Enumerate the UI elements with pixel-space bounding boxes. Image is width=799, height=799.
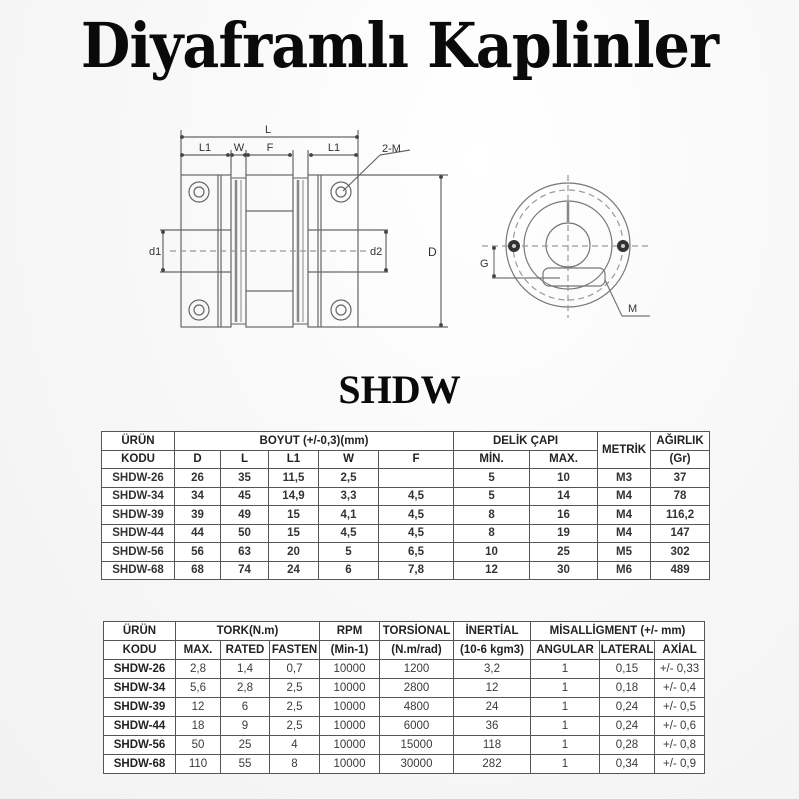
dim-W-label: W — [233, 142, 245, 154]
value-cell: 49 — [221, 506, 269, 525]
product-code-cell: SHDW-44 — [104, 717, 176, 736]
side-view — [160, 130, 448, 327]
value-cell: 34 — [175, 487, 221, 506]
value-cell: 19 — [530, 524, 598, 543]
value-cell: 11,5 — [269, 469, 319, 488]
dimensions-table — [101, 431, 710, 580]
value-cell: 1200 — [380, 660, 454, 679]
header-misalignment-group: MİSALLİGMENT (+/- mm) — [531, 622, 705, 641]
value-cell: 1 — [531, 755, 600, 774]
table-row — [104, 660, 705, 679]
header-torque-fasten: FASTEN — [270, 641, 320, 660]
header-W: W — [319, 450, 379, 469]
dimensions-body — [102, 469, 710, 580]
value-cell: 2,5 — [270, 679, 320, 698]
product-code-cell: SHDW-26 — [102, 469, 175, 488]
value-cell: +/- 0,4 — [655, 679, 705, 698]
value-cell: 63 — [221, 543, 269, 562]
header-min: MİN. — [454, 450, 530, 469]
value-cell — [379, 469, 454, 488]
value-cell: 2800 — [380, 679, 454, 698]
header-D: D — [175, 450, 221, 469]
dim-G-label: G — [480, 258, 489, 270]
value-cell: 14,9 — [269, 487, 319, 506]
value-cell: 24 — [269, 561, 319, 580]
value-cell: 147 — [651, 524, 710, 543]
value-cell: 6000 — [380, 717, 454, 736]
header-L1: L1 — [269, 450, 319, 469]
header-angular: ANGULAR — [531, 641, 600, 660]
value-cell: M3 — [598, 469, 651, 488]
value-cell: 0,7 — [270, 660, 320, 679]
value-cell: 50 — [176, 736, 221, 755]
value-cell: 9 — [221, 717, 270, 736]
value-cell: 5 — [319, 543, 379, 562]
header-rpm-unit: (Min-1) — [320, 641, 380, 660]
header-code-2: KODU — [104, 641, 176, 660]
value-cell: 55 — [221, 755, 270, 774]
value-cell: 20 — [269, 543, 319, 562]
header-code: ÜRÜN — [104, 622, 176, 641]
value-cell: 0,24 — [600, 717, 655, 736]
coupling-technical-drawing — [0, 0, 799, 360]
header-metric: METRİK — [598, 432, 651, 469]
value-cell: 78 — [651, 487, 710, 506]
page-title: Diyaframlı Kaplinler — [80, 9, 719, 82]
table-row — [102, 561, 710, 580]
value-cell: 39 — [175, 506, 221, 525]
value-cell: 1,4 — [221, 660, 270, 679]
value-cell: 282 — [454, 755, 531, 774]
value-cell: 0,28 — [600, 736, 655, 755]
value-cell: 10000 — [320, 755, 380, 774]
value-cell: 4 — [270, 736, 320, 755]
product-code-cell: SHDW-26 — [104, 660, 176, 679]
value-cell: 16 — [530, 506, 598, 525]
header-torsional-unit: (N.m/rad) — [380, 641, 454, 660]
header-row-1 — [102, 432, 710, 451]
value-cell: M4 — [598, 524, 651, 543]
header-torque-max: MAX. — [176, 641, 221, 660]
value-cell: +/- 0,5 — [655, 698, 705, 717]
value-cell: 25 — [221, 736, 270, 755]
product-code-cell: SHDW-34 — [102, 487, 175, 506]
header-row-1 — [104, 622, 705, 641]
value-cell: 12 — [454, 679, 531, 698]
value-cell: 10 — [454, 543, 530, 562]
value-cell: 24 — [454, 698, 531, 717]
product-code-cell: SHDW-34 — [104, 679, 176, 698]
value-cell: 30000 — [380, 755, 454, 774]
value-cell: 10000 — [320, 660, 380, 679]
value-cell: 4,5 — [379, 506, 454, 525]
value-cell: 25 — [530, 543, 598, 562]
value-cell: 0,15 — [600, 660, 655, 679]
value-cell: +/- 0,6 — [655, 717, 705, 736]
header-L: L — [221, 450, 269, 469]
header-weight: AĞIRLIK — [651, 432, 710, 451]
value-cell: 302 — [651, 543, 710, 562]
value-cell: 0,34 — [600, 755, 655, 774]
value-cell: 2,8 — [221, 679, 270, 698]
dim-d1-label: d1 — [149, 246, 162, 258]
value-cell: +/- 0,9 — [655, 755, 705, 774]
header-max: MAX. — [530, 450, 598, 469]
value-cell: 35 — [221, 469, 269, 488]
value-cell: 489 — [651, 561, 710, 580]
value-cell: 10000 — [320, 698, 380, 717]
dim-L1-left-label: L1 — [198, 142, 212, 154]
value-cell: 5,6 — [176, 679, 221, 698]
value-cell: 44 — [175, 524, 221, 543]
value-cell: 10 — [530, 469, 598, 488]
value-cell: 5 — [454, 487, 530, 506]
table-row — [104, 736, 705, 755]
table-row — [104, 698, 705, 717]
product-code-cell: SHDW-39 — [104, 698, 176, 717]
value-cell: 15 — [269, 524, 319, 543]
value-cell: 118 — [454, 736, 531, 755]
header-inertial-unit: (10-6 kgm3) — [454, 641, 531, 660]
model-heading: SHDW — [338, 367, 461, 412]
dim-2M-label: 2-M — [382, 143, 401, 155]
table-row — [104, 717, 705, 736]
value-cell: 37 — [651, 469, 710, 488]
value-cell: 1 — [531, 698, 600, 717]
dim-L-label: L — [264, 124, 272, 136]
value-cell: 110 — [176, 755, 221, 774]
value-cell: +/- 0,8 — [655, 736, 705, 755]
value-cell: 18 — [176, 717, 221, 736]
value-cell: 14 — [530, 487, 598, 506]
product-code-cell: SHDW-44 — [102, 524, 175, 543]
value-cell: 1 — [531, 660, 600, 679]
value-cell: 68 — [175, 561, 221, 580]
value-cell: 3,3 — [319, 487, 379, 506]
value-cell: 10000 — [320, 679, 380, 698]
dim-M-label: M — [628, 303, 638, 315]
table-row — [102, 524, 710, 543]
value-cell: 5 — [454, 469, 530, 488]
value-cell: 74 — [221, 561, 269, 580]
value-cell: 8 — [270, 755, 320, 774]
value-cell: M4 — [598, 506, 651, 525]
value-cell: 2,5 — [319, 469, 379, 488]
value-cell: 4,5 — [379, 524, 454, 543]
header-torque-rated: RATED — [221, 641, 270, 660]
value-cell: 2,5 — [270, 698, 320, 717]
header-row-2 — [104, 641, 705, 660]
value-cell: 56 — [175, 543, 221, 562]
value-cell: M4 — [598, 487, 651, 506]
header-code-2: KODU — [102, 450, 175, 469]
table-row — [102, 487, 710, 506]
header-bore-group: DELİK ÇAPI — [454, 432, 598, 451]
header-lateral: LATERAL — [600, 641, 655, 660]
product-code-cell: SHDW-56 — [104, 736, 176, 755]
table-row — [102, 469, 710, 488]
value-cell: 6,5 — [379, 543, 454, 562]
value-cell: 12 — [176, 698, 221, 717]
table-row — [102, 506, 710, 525]
header-code: ÜRÜN — [102, 432, 175, 451]
header-axial: AXİAL — [655, 641, 705, 660]
value-cell: 10000 — [320, 717, 380, 736]
value-cell: 3,2 — [454, 660, 531, 679]
table-row — [102, 543, 710, 562]
dim-d2-label: d2 — [370, 246, 383, 258]
value-cell: 1 — [531, 679, 600, 698]
value-cell: 4,1 — [319, 506, 379, 525]
value-cell: M6 — [598, 561, 651, 580]
header-torsional: TORSİONAL — [380, 622, 454, 641]
value-cell: 1 — [531, 736, 600, 755]
value-cell: 116,2 — [651, 506, 710, 525]
value-cell: 7,8 — [379, 561, 454, 580]
header-size-group: BOYUT (+/-0,3)(mm) — [175, 432, 454, 451]
value-cell: 45 — [221, 487, 269, 506]
value-cell: 12 — [454, 561, 530, 580]
value-cell: 15 — [269, 506, 319, 525]
value-cell: 30 — [530, 561, 598, 580]
value-cell: 36 — [454, 717, 531, 736]
performance-table — [103, 621, 705, 774]
value-cell: 0,18 — [600, 679, 655, 698]
value-cell: 4,5 — [319, 524, 379, 543]
header-weight-unit: (Gr) — [651, 450, 710, 469]
product-code-cell: SHDW-68 — [104, 755, 176, 774]
value-cell: 6 — [319, 561, 379, 580]
value-cell: 2,8 — [176, 660, 221, 679]
value-cell: 15000 — [380, 736, 454, 755]
performance-body — [104, 660, 705, 774]
dim-L1-right-label: L1 — [327, 142, 341, 154]
value-cell: 50 — [221, 524, 269, 543]
table-row — [104, 755, 705, 774]
header-F: F — [379, 450, 454, 469]
table-row — [104, 679, 705, 698]
header-torque-group: TORK(N.m) — [176, 622, 320, 641]
value-cell: 1 — [531, 717, 600, 736]
value-cell: 26 — [175, 469, 221, 488]
dim-F-label: F — [266, 142, 274, 154]
product-code-cell: SHDW-68 — [102, 561, 175, 580]
value-cell: 2,5 — [270, 717, 320, 736]
product-code-cell: SHDW-56 — [102, 543, 175, 562]
header-inertial: İNERTİAL — [454, 622, 531, 641]
value-cell: 4,5 — [379, 487, 454, 506]
value-cell: +/- 0,33 — [655, 660, 705, 679]
value-cell: 8 — [454, 524, 530, 543]
header-rpm: RPM — [320, 622, 380, 641]
value-cell: 8 — [454, 506, 530, 525]
value-cell: 6 — [221, 698, 270, 717]
value-cell: 10000 — [320, 736, 380, 755]
product-code-cell: SHDW-39 — [102, 506, 175, 525]
value-cell: 4800 — [380, 698, 454, 717]
value-cell: 0,24 — [600, 698, 655, 717]
value-cell: M5 — [598, 543, 651, 562]
dim-D-label: D — [428, 245, 437, 259]
